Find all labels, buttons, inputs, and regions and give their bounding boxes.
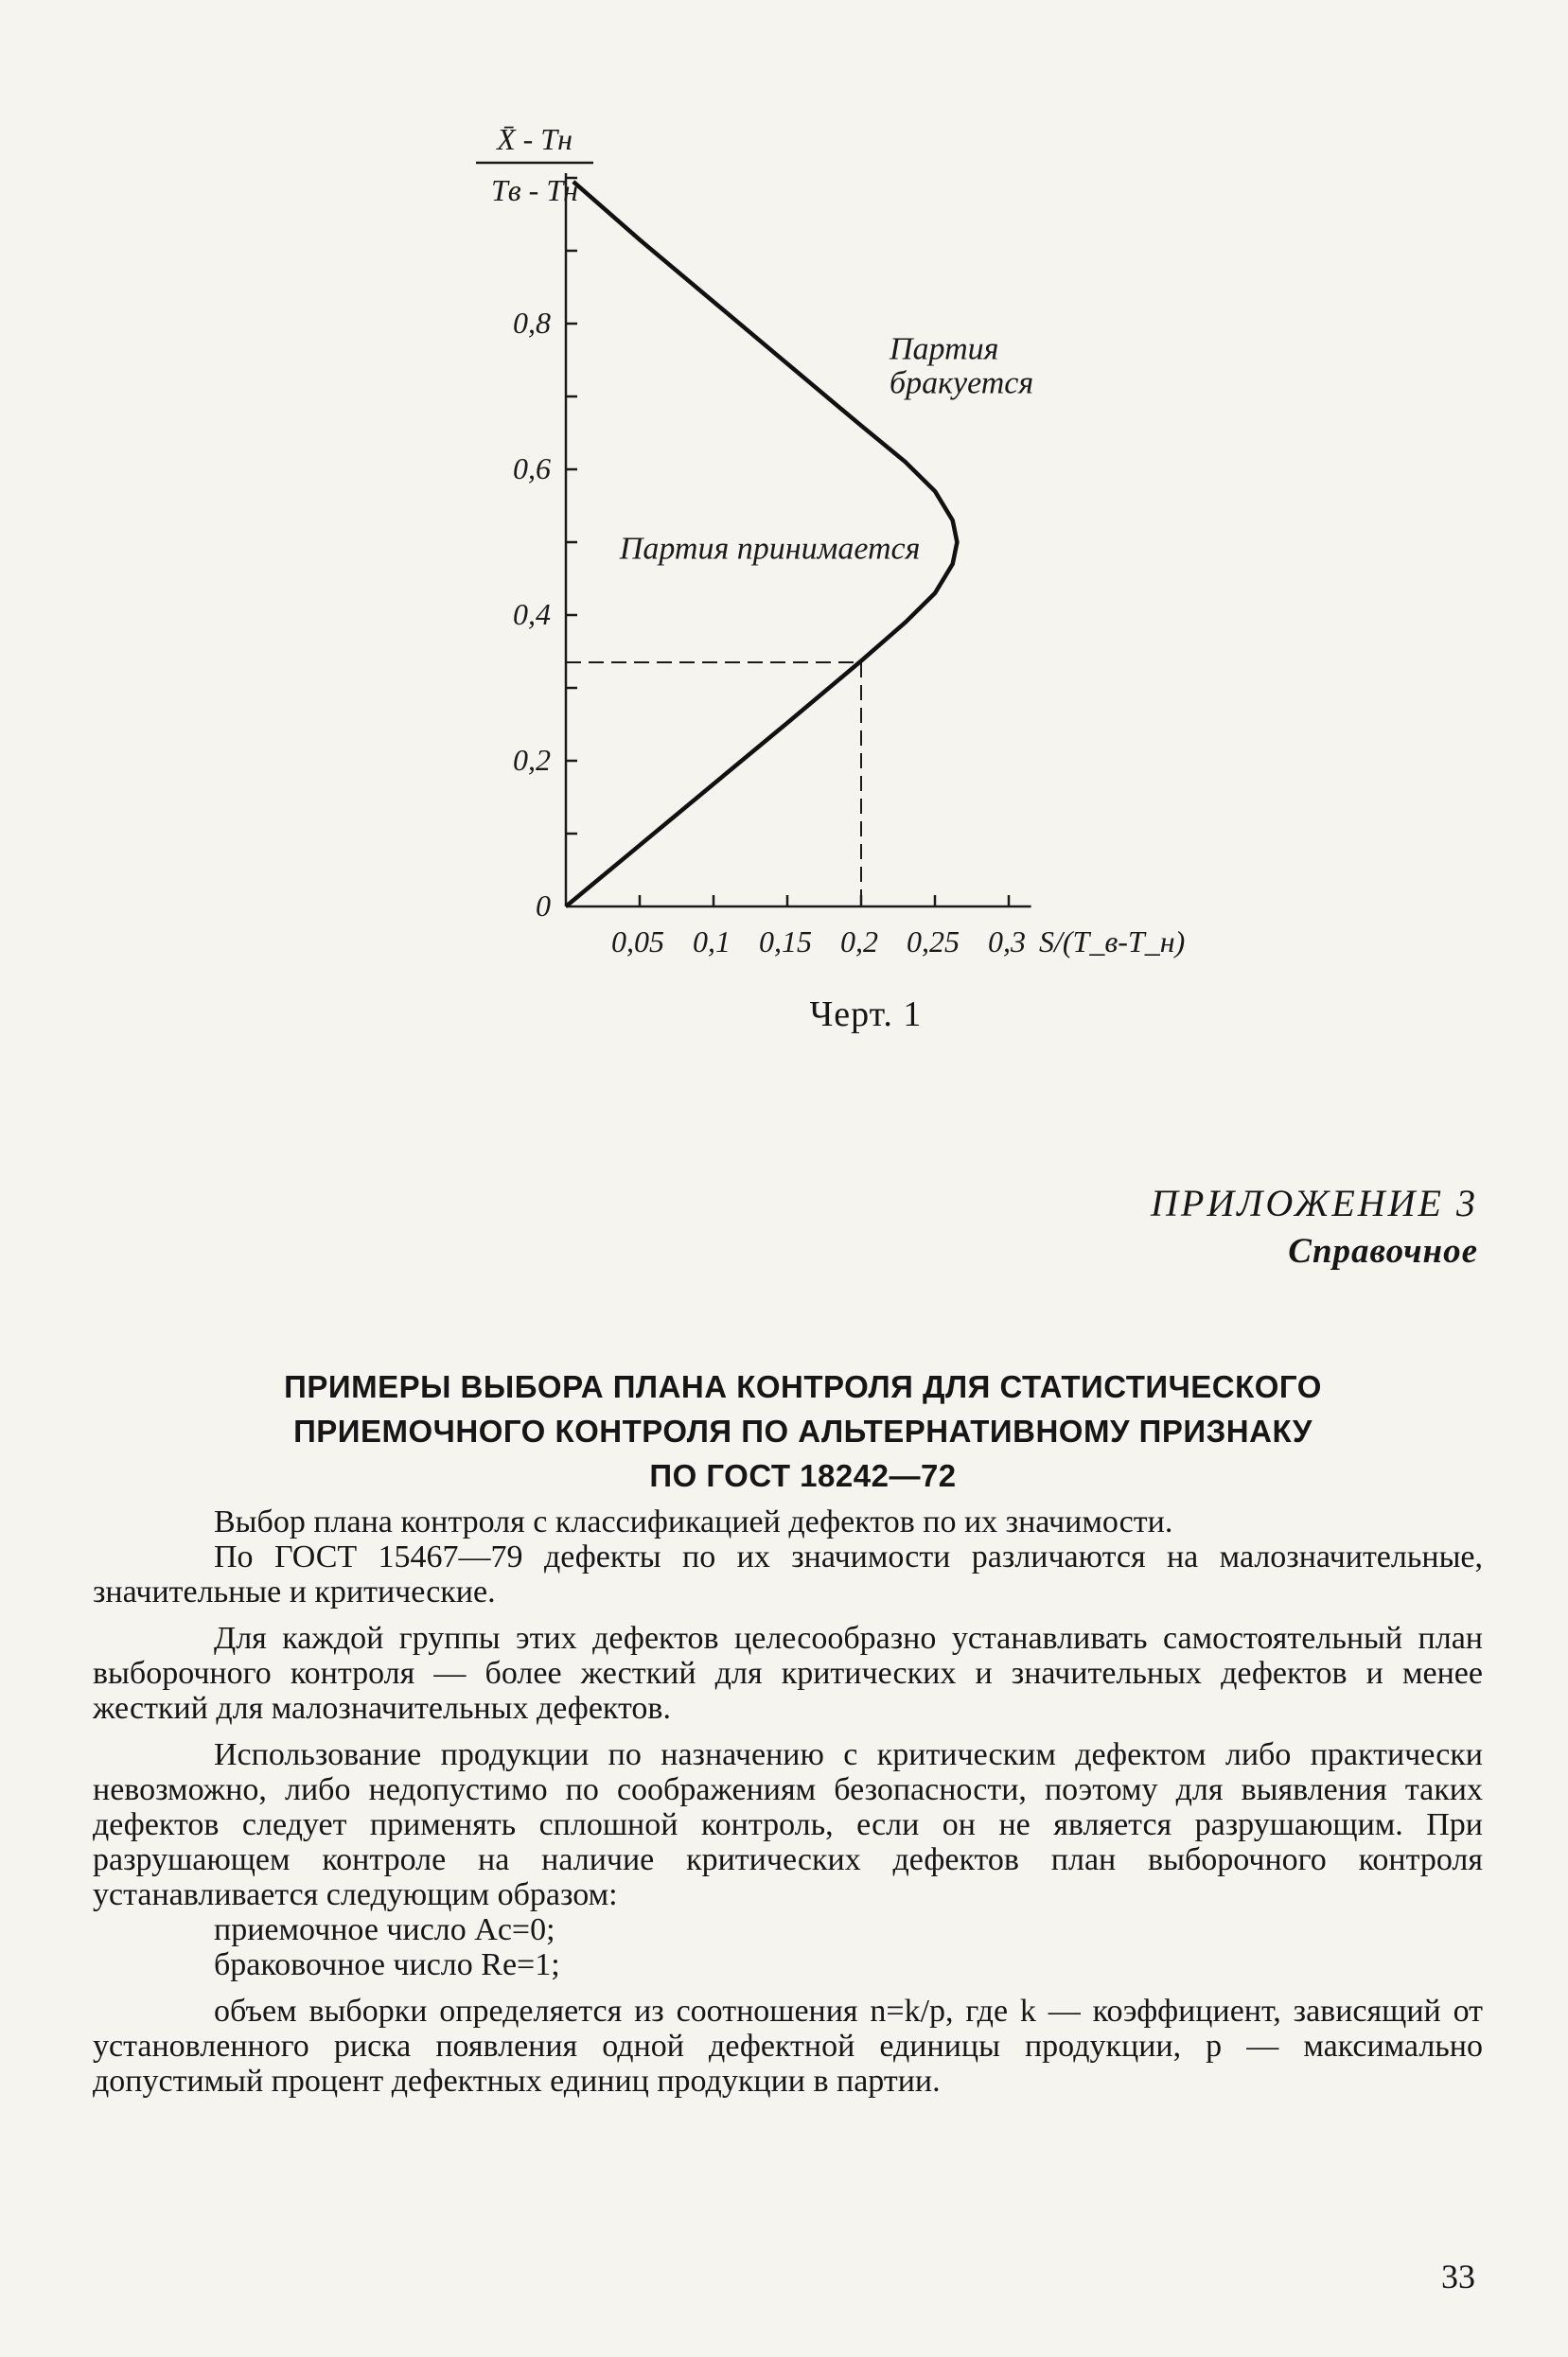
region-label-accept: Партия принимается xyxy=(619,531,921,567)
x-tick-label: 0,1 xyxy=(693,924,731,959)
heading-line: ПРИМЕРЫ ВЫБОРА ПЛАНА КОНТРОЛЯ ДЛЯ СТАТИСТИЧЕСКОГО xyxy=(284,1369,1322,1404)
paragraph: Для каждой группы этих дефектов целесообразно устанавливать самостоятельный план выборочного контроля — более жесткий для критических и значительных дефектов и менее жесткий для малозначительных дефектов. xyxy=(93,1621,1483,1726)
paragraph: Использование продукции по назначению с критическим дефектом либо практически невозможно, либо недопустимо по соображениям безопасности, поэтому для выявления таких дефектов следует применять сплошной контроль, если он не является разрушающим. При разрушающем контроле на наличие критических дефектов план выборочного контроля устанавливается следующим образом: xyxy=(93,1737,1483,1912)
paragraph: объем выборки определяется из соотношения n=k/p, где k — коэффициент, зависящий от установленного риска появления одной дефектной единицы продукции, p — максимально допустимый процент дефектных единиц продукции в партии. xyxy=(93,1994,1483,2099)
section-heading xyxy=(208,1364,1398,1498)
page-number: 33 xyxy=(1441,2258,1475,2295)
body-text xyxy=(93,1504,1483,2099)
paragraph: Выбор плана контроля с классификацией дефектов по их значимости. xyxy=(214,1504,1173,1539)
y-axis-label-numerator: X̄ - Tн xyxy=(497,122,573,156)
x-tick-label: 0,05 xyxy=(611,924,664,959)
y-axis-label-denominator: Tв - Tн xyxy=(490,173,579,207)
x-axis-label: S/(T_в-T_н) xyxy=(1039,924,1186,959)
x-tick-label: 0,2 xyxy=(840,924,878,959)
appendix-title: ПРИЛОЖЕНИЕ 3 xyxy=(1151,1182,1478,1224)
paragraph: браковочное число Re=1; xyxy=(214,1947,560,1982)
paragraph: приемочное число Ac=0; xyxy=(214,1912,555,1947)
x-tick-label: 0,3 xyxy=(988,924,1026,959)
x-tick-label: 0,25 xyxy=(907,924,960,959)
y-tick-label: 0 xyxy=(536,888,551,923)
appendix-subtitle: Справочное xyxy=(1288,1232,1478,1271)
y-tick-label: 0,2 xyxy=(513,743,551,777)
y-tick-label: 0,4 xyxy=(513,597,551,631)
chart xyxy=(0,0,1568,1041)
chart-labels xyxy=(476,122,1185,959)
paragraph: По ГОСТ 15467—79 дефекты по их значимости различаются на малозначительные, значительные и критические. xyxy=(93,1539,1483,1609)
region-label-reject: Партия xyxy=(890,331,999,367)
region-label-reject-2: бракуется xyxy=(890,365,1034,401)
appendix-header xyxy=(1151,1181,1478,1272)
x-tick-label: 0,15 xyxy=(759,924,812,959)
heading-line: ПО ГОСТ 18242—72 xyxy=(649,1458,957,1493)
y-tick-label: 0,8 xyxy=(513,306,551,340)
y-tick-label: 0,6 xyxy=(513,451,551,485)
heading-line: ПРИЕМОЧНОГО КОНТРОЛЯ ПО АЛЬТЕРНАТИВНОМУ ПРИЗНАКУ xyxy=(293,1414,1313,1449)
figure-caption: Черт. 1 xyxy=(809,994,923,1034)
